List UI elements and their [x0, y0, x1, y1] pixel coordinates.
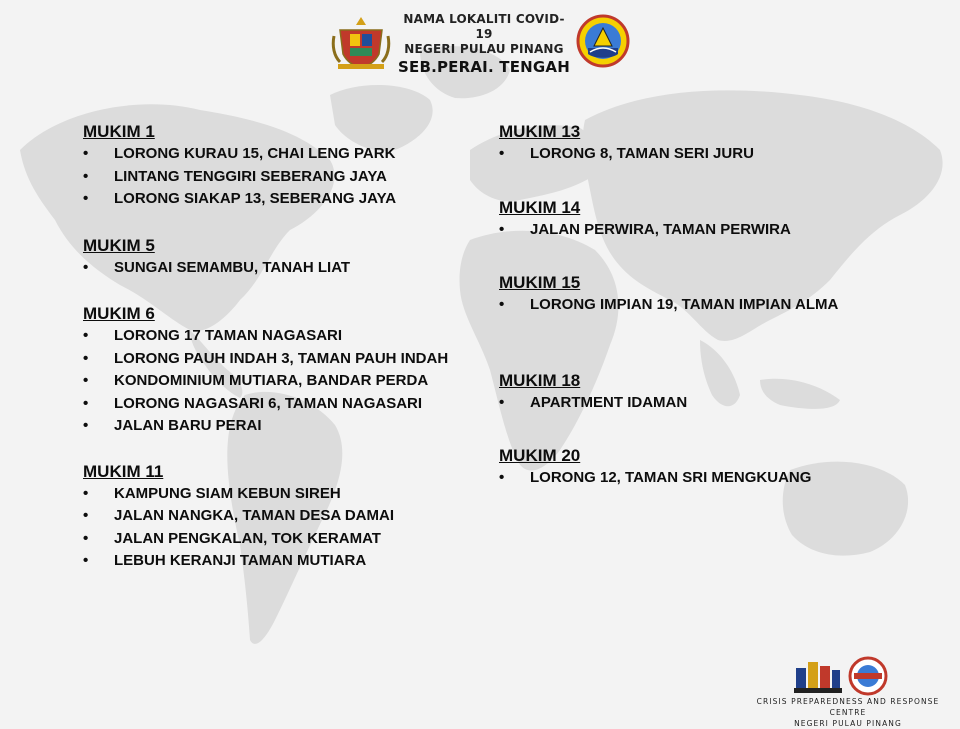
footer: [740, 654, 956, 728]
bullet-icon: •: [83, 167, 89, 185]
location-text: LORONG 17 TAMAN NAGASARI: [114, 327, 343, 344]
header-line-2: NEGERI PULAU PINANG: [404, 42, 564, 56]
section-title: MUKIM 11: [83, 461, 164, 481]
right-column: [499, 121, 919, 490]
header-line-1: NAMA LOKALITI COVID-19: [403, 12, 565, 41]
bullet-icon: •: [499, 393, 505, 411]
bullet-icon: •: [499, 220, 505, 238]
location-text: APARTMENT IDAMAN: [530, 393, 688, 411]
location-item: [83, 166, 483, 189]
location-text: KONDOMINIUM MUTIARA, BANDAR PERDA: [114, 372, 429, 389]
location-list: [499, 467, 919, 490]
footer-line-2: NEGERI PULAU PINANG: [794, 719, 902, 728]
section-title: MUKIM 20: [499, 446, 581, 465]
location-text: LORONG SIAKAP 13, SEBERANG JAYA: [114, 190, 397, 207]
cprc-logo-icon: [792, 658, 844, 694]
bullet-icon: •: [83, 258, 89, 276]
section-title: MUKIM 5: [83, 235, 155, 255]
location-item: [83, 257, 483, 280]
location-item: [83, 550, 483, 573]
coat-of-arms-icon: [330, 14, 392, 70]
location-list: [499, 219, 919, 242]
left-column: [83, 121, 483, 573]
location-list: [499, 392, 919, 415]
section-left-3: [83, 461, 483, 573]
section-title: MUKIM 14: [499, 197, 581, 217]
location-text: JALAN NANGKA, TAMAN DESA DAMAI: [114, 507, 394, 524]
bullet-icon: •: [83, 529, 89, 547]
location-item: [83, 528, 483, 551]
section-right-3: [499, 370, 919, 415]
location-item: [83, 393, 483, 416]
bullet-icon: •: [83, 417, 89, 434]
location-item: [83, 415, 483, 438]
bullet-icon: •: [83, 394, 89, 412]
section-title: MUKIM 18: [499, 370, 581, 390]
location-text: LEBUH KERANJI TAMAN MUTIARA: [114, 552, 367, 569]
location-list: [499, 294, 919, 317]
section-left-2: [83, 303, 483, 438]
location-text: SUNGAI SEMAMBU, TANAH LIAT: [114, 258, 351, 276]
location-text: LORONG NAGASARI 6, TAMAN NAGASARI: [114, 394, 423, 412]
location-text: LORONG 12, TAMAN SRI MENGKUANG: [530, 469, 812, 486]
bullet-icon: •: [83, 145, 89, 162]
section-left-0: [83, 121, 483, 211]
header-line-3: SEB.PERAI. TENGAH: [398, 58, 570, 76]
bullet-icon: •: [83, 349, 89, 367]
location-item: [499, 219, 919, 242]
section-title: MUKIM 13: [499, 122, 581, 141]
section-right-2: [499, 272, 919, 317]
location-item: [499, 143, 919, 166]
location-text: JALAN PENGKALAN, TOK KERAMAT: [114, 529, 381, 547]
location-list: [83, 325, 483, 438]
location-text: JALAN PERWIRA, TAMAN PERWIRA: [530, 220, 791, 238]
location-text: LORONG KURAU 15, CHAI LENG PARK: [114, 145, 396, 162]
location-text: LORONG IMPIAN 19, TAMAN IMPIAN ALMA: [530, 296, 839, 313]
location-text: LORONG PAUH INDAH 3, TAMAN PAUH INDAH: [114, 349, 449, 367]
location-item: [83, 188, 483, 211]
location-list: [499, 143, 919, 166]
bullet-icon: •: [83, 190, 89, 207]
bullet-icon: •: [83, 372, 89, 389]
location-text: LORONG 8, TAMAN SERI JURU: [530, 145, 754, 162]
bullet-icon: •: [499, 469, 505, 486]
emblem-logo-icon: [848, 656, 888, 696]
section-title: MUKIM 6: [83, 304, 155, 323]
section-right-1: [499, 197, 919, 242]
location-list: [83, 257, 483, 280]
bullet-icon: •: [499, 296, 505, 313]
location-item: [499, 294, 919, 317]
location-item: [83, 483, 483, 506]
location-item: [83, 505, 483, 528]
location-item: [83, 370, 483, 393]
bullet-icon: •: [83, 327, 89, 344]
location-list: [83, 483, 483, 573]
header: [330, 10, 630, 76]
section-title: MUKIM 15: [499, 273, 581, 292]
location-text: JALAN BARU PERAI: [114, 417, 262, 434]
section-right-4: [499, 445, 919, 490]
location-item: [83, 325, 483, 348]
location-item: [499, 467, 919, 490]
location-list: [83, 143, 483, 211]
bullet-icon: •: [499, 145, 505, 162]
bullet-icon: •: [83, 484, 89, 502]
location-item: [83, 143, 483, 166]
bullet-icon: •: [83, 507, 89, 524]
location-item: [499, 392, 919, 415]
section-left-1: [83, 235, 483, 280]
location-text: LINTANG TENGGIRI SEBERANG JAYA: [114, 167, 387, 185]
location-text: KAMPUNG SIAM KEBUN SIREH: [114, 484, 341, 502]
location-item: [83, 348, 483, 371]
footer-line-1: CRISIS PREPAREDNESS AND RESPONSE CENTRE: [756, 697, 940, 717]
section-right-0: [499, 121, 919, 166]
section-title: MUKIM 1: [83, 122, 155, 141]
bullet-icon: •: [83, 552, 89, 569]
state-seal-icon: [576, 14, 630, 68]
